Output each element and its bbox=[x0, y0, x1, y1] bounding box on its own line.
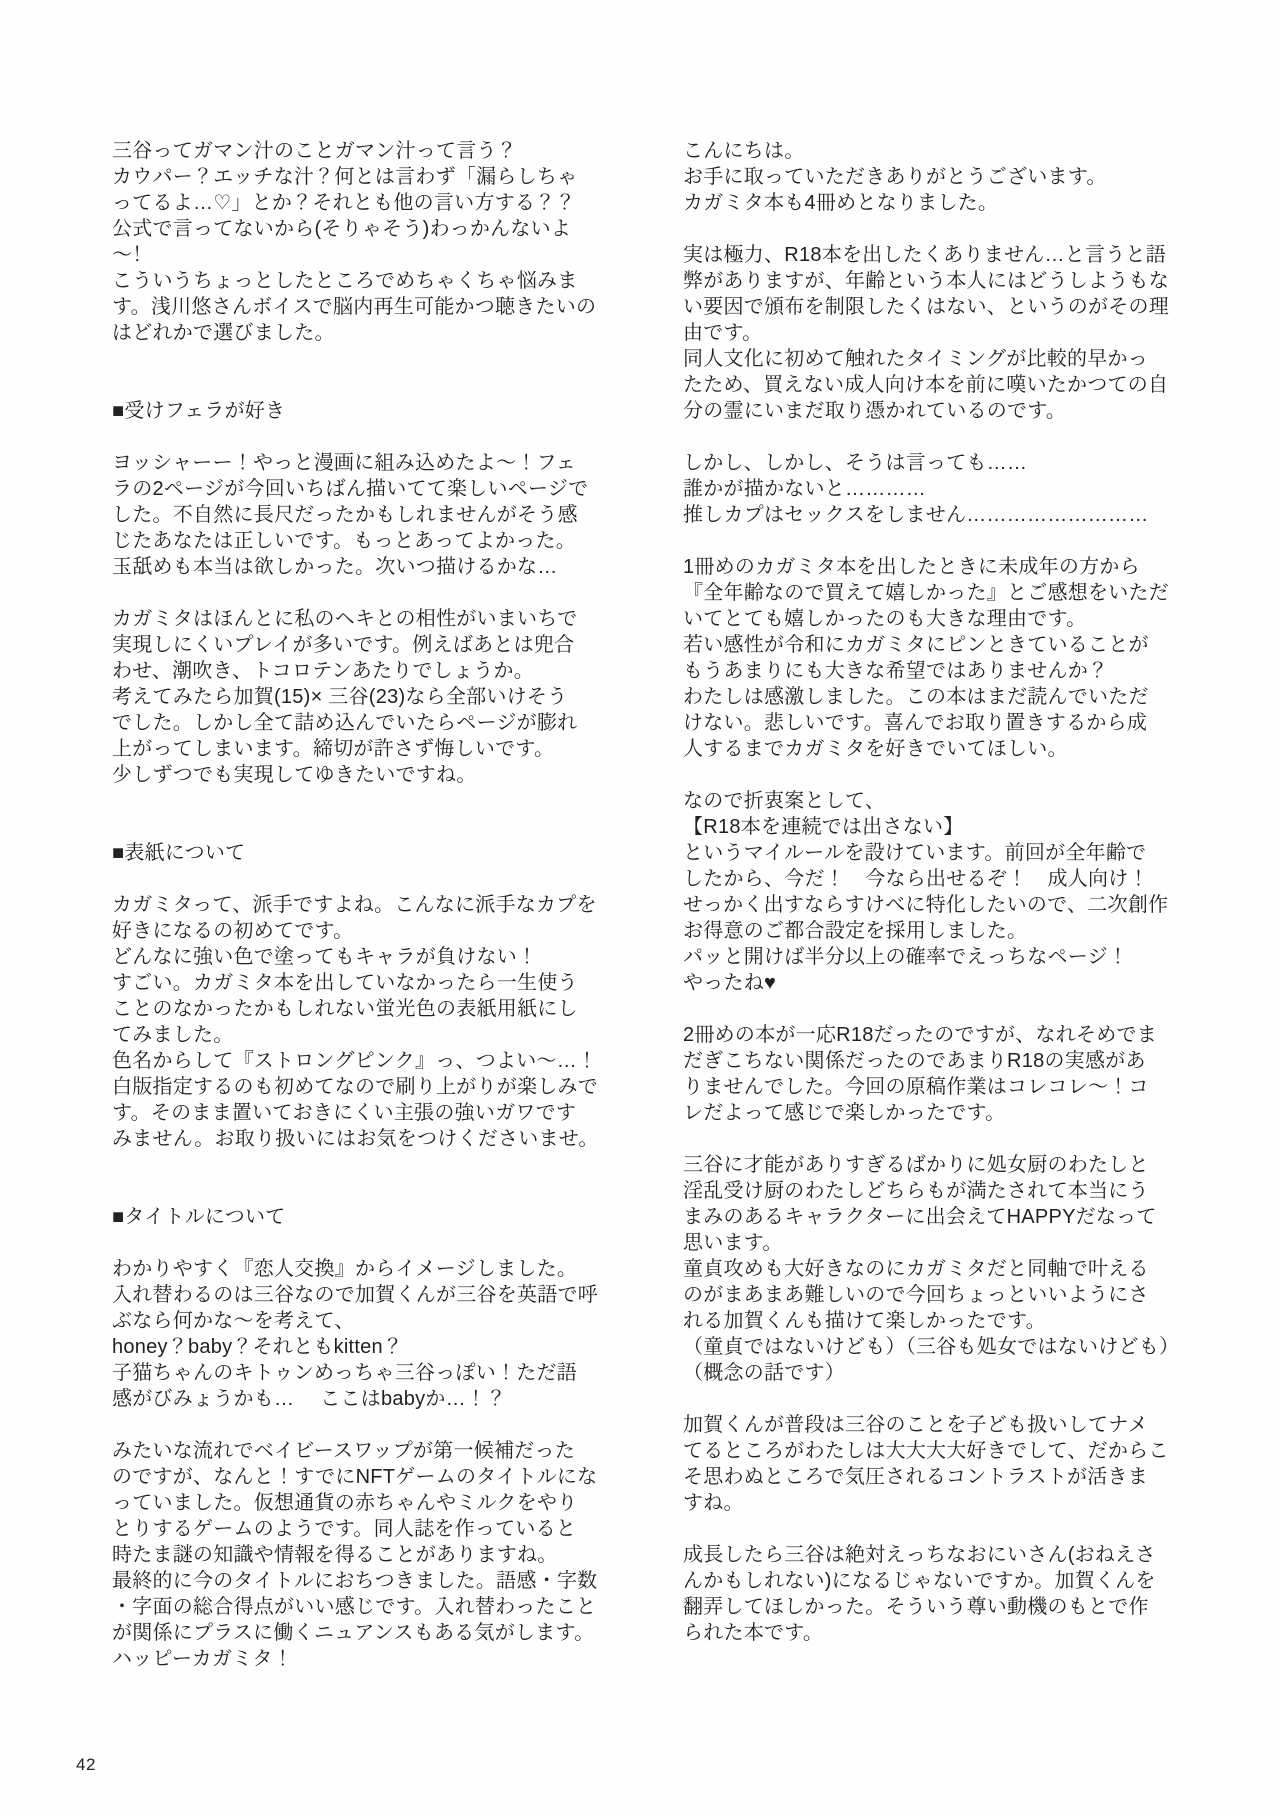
section-heading: ■受けフェラが好き bbox=[112, 400, 286, 422]
text-line: honey？baby？それともkitten？ bbox=[112, 1336, 404, 1358]
blank-line bbox=[112, 424, 652, 450]
text-line: 感がびみょうかも… ここはbabyか…！？ bbox=[112, 1388, 507, 1410]
text-line: 弊がありますが、年齢という本人にはどうしようもな bbox=[683, 270, 1169, 292]
text-line: 公式で言ってないから(そりゃそう)わっかんないよ bbox=[112, 218, 572, 240]
blank-line bbox=[112, 814, 652, 840]
text-line: 入れ替わるのは三谷なので加賀くんが三谷を英語で呼 bbox=[112, 1284, 598, 1306]
text-line: ことのなかったかもしれない蛍光色の表紙用紙にし bbox=[112, 998, 578, 1020]
text-line: 分の霊にいまだ取り憑かれているのです。 bbox=[683, 400, 1067, 422]
text-line: カガミタ本も4冊めとなりました。 bbox=[683, 192, 999, 214]
text-line: 〜！ bbox=[112, 244, 153, 266]
text-line: 誰かが描かないと………… bbox=[683, 478, 926, 500]
text-line: そ思わぬところで気圧されるコントラストが活きま bbox=[683, 1466, 1148, 1488]
text-line: カガミタはほんとに私のヘキとの相性がいまいちで bbox=[112, 608, 578, 630]
section-heading: ■表紙について bbox=[112, 842, 246, 864]
text-line: なので折衷案として、 bbox=[683, 790, 886, 812]
blank-line bbox=[112, 1412, 652, 1438]
blank-line bbox=[683, 996, 1223, 1022]
text-line: 最終的に今のタイトルにおちつきました。語感・字数 bbox=[112, 1570, 598, 1592]
text-line: 由です。 bbox=[683, 322, 763, 344]
text-line: 加賀くんが普段は三谷のことを子ども扱いしてナメ bbox=[683, 1414, 1148, 1436]
text-line: 少しずつでも実現してゆきたいですね。 bbox=[112, 764, 477, 786]
blank-line bbox=[112, 346, 652, 372]
text-line: すね。 bbox=[683, 1492, 744, 1514]
text-line: られた本です。 bbox=[683, 1622, 824, 1644]
text-line: だぎこちない関係だったのであまりR18の実感があ bbox=[683, 1050, 1146, 1072]
blank-line bbox=[112, 372, 652, 398]
text-line: どんなに強い色で塗ってもキャラが負けない！ bbox=[112, 946, 538, 968]
text-line: 推しカプはセックスをしません……………………… bbox=[683, 504, 1149, 526]
text-line: わたしは感激しました。この本はまだ読んでいただ bbox=[683, 686, 1149, 708]
text-line: 実は極力、R18本を出したくありません…と言うと語 bbox=[683, 244, 1166, 266]
text-line: 思います。 bbox=[683, 1232, 783, 1254]
text-line: みません。お取り扱いにはお気をつけくださいませ。 bbox=[112, 1128, 599, 1150]
text-line: ヨッシャーー！やっと漫画に組み込めたよ〜！フェ bbox=[112, 452, 576, 474]
text-line: のですが、なんと！すでにNFTゲームのタイトルにな bbox=[112, 1466, 598, 1488]
text-line: もうあまりにも大きな希望ではありませんか？ bbox=[683, 660, 1109, 682]
text-line: 2冊めの本が一応R18だったのですが、なれそめでま bbox=[683, 1024, 1158, 1046]
text-line: しかし、しかし、そうは言っても…… bbox=[683, 452, 1028, 474]
blank-line bbox=[683, 1126, 1223, 1152]
text-line: 童貞攻めも大好きなのにカガミタだと同軸で叶える bbox=[683, 1258, 1149, 1280]
text-line: 玉舐めも本当は欲しかった。次いつ描けるかな… bbox=[112, 556, 558, 578]
text-line: した。不自然に長尺だったかもしれませんがそう感 bbox=[112, 504, 578, 526]
text-line: お手に取っていただきありがとうございます。 bbox=[683, 166, 1107, 188]
blank-line bbox=[112, 1230, 652, 1256]
text-line: 三谷ってガマン汁のことガマン汁って言う？ bbox=[112, 140, 517, 162]
text-line: みたいな流れでベイビースワップが第一候補だった bbox=[112, 1440, 575, 1462]
text-line: （童貞ではないけども）（三谷も処女ではないけども） bbox=[683, 1336, 1180, 1358]
text-line: 成長したら三谷は絶対えっちなおにいさん(おねえさ bbox=[683, 1544, 1156, 1566]
text-line: はどれかで選びました。 bbox=[112, 322, 335, 344]
page-number: 42 bbox=[76, 1755, 96, 1774]
text-line: が関係にプラスに働くニュアンスもある気がします。 bbox=[112, 1622, 595, 1644]
text-line: お得意のご都合設定を採用しました。 bbox=[683, 920, 1028, 942]
text-line: 上がってしまいます。締切が許さず悔しいです。 bbox=[112, 738, 555, 760]
text-line: したから、今だ！ 今なら出せるぞ！ 成人向け！ bbox=[683, 868, 1149, 890]
text-line: てみました。 bbox=[112, 1024, 234, 1046]
text-line: ってるよ…♡」とか？それとも他の言い方する？？ bbox=[112, 192, 576, 214]
blank-line bbox=[683, 1516, 1223, 1542]
text-line: パッと開けば半分以上の確率でえっちなページ！ bbox=[683, 946, 1129, 968]
text-line: やったね♥ bbox=[683, 972, 777, 994]
text-line: カウパー？エッチな汁？何とは言わず「漏らしちゃ bbox=[112, 166, 578, 188]
text-line: す。浅川悠さんボイスで脳内再生可能かつ聴きたいの bbox=[112, 296, 597, 318]
text-line: っていました。仮想通貨の赤ちゃんやミルクをやり bbox=[112, 1492, 578, 1514]
text-line: 同人文化に初めて触れたタイミングが比較的早かっ bbox=[683, 348, 1148, 370]
text-line: ・字面の総合得点がいい感じです。入れ替わったこと bbox=[112, 1596, 597, 1618]
blank-line bbox=[683, 424, 1223, 450]
left-text-column bbox=[112, 138, 652, 1672]
text-line: 若い感性が令和にカガミタにピンときていることが bbox=[683, 634, 1149, 656]
text-line: 淫乱受け厨のわたしどちらもが満たされて本当にう bbox=[683, 1180, 1149, 1202]
text-line: 三谷に才能がありすぎるばかりに処女厨のわたしと bbox=[683, 1154, 1149, 1176]
text-line: りませんでした。今回の原稿作業はコレコレ〜！コ bbox=[683, 1076, 1149, 1098]
text-line: ラの2ページが今回いちばん描いてて楽しいページで bbox=[112, 478, 589, 500]
blank-line bbox=[112, 788, 652, 814]
blank-line bbox=[683, 762, 1223, 788]
text-line: 子猫ちゃんのキトゥンめっちゃ三谷っぽい！ただ語 bbox=[112, 1362, 578, 1384]
text-line: カガミタって、派手ですよね。こんなに派手なカプを bbox=[112, 894, 597, 916]
text-line: い要因で頒布を制限したくはない、というのがその理 bbox=[683, 296, 1169, 318]
text-line: でした。しかし全て詰め込んでいたらページが膨れ bbox=[112, 712, 578, 734]
text-line: 『全年齢なので買えて嬉しかった』とご感想をいただ bbox=[683, 582, 1169, 604]
text-line: 白版指定するのも初めてなので刷り上がりが楽しみで bbox=[112, 1076, 598, 1098]
text-line: こういうちょっとしたところでめちゃくちゃ悩みま bbox=[112, 270, 578, 292]
right-text-column bbox=[683, 138, 1223, 1646]
text-line: 実現しにくいプレイが多いです。例えばあとは兜合 bbox=[112, 634, 575, 656]
text-line: じたあなたは正しいです。もっとあってよかった。 bbox=[112, 530, 576, 552]
text-line: 人するまでカガミタを好きでいてほしい。 bbox=[683, 738, 1068, 760]
text-line: こんにちは。 bbox=[683, 140, 805, 162]
text-line: というマイルールを設けています。前回が全年齢で bbox=[683, 842, 1147, 864]
text-line: んかもしれない)になるじゃないですか。加賀くんを bbox=[683, 1570, 1156, 1592]
text-line: たため、買えない成人向け本を前に嘆いたかつての自 bbox=[683, 374, 1169, 396]
text-line: ハッピーカガミタ！ bbox=[112, 1648, 294, 1670]
text-line: わかりやすく『恋人交換』からイメージしました。 bbox=[112, 1258, 578, 1280]
section-heading: ■タイトルについて bbox=[112, 1206, 286, 1228]
text-line: 時たま謎の知識や情報を得ることがありますね。 bbox=[112, 1544, 558, 1566]
text-line: す。そのまま置いておきにくい主張の強いガワです bbox=[112, 1102, 577, 1124]
text-line: 翻弄してほしかった。そういう尊い動機のもとで作 bbox=[683, 1596, 1149, 1618]
text-line: てるところがわたしは大大大大好きでして、だからこ bbox=[683, 1440, 1169, 1462]
text-line: 好きになるの初めてです。 bbox=[112, 920, 354, 942]
text-line: とりするゲームのようです。同人誌を作っていると bbox=[112, 1518, 577, 1540]
blank-line bbox=[112, 866, 652, 892]
text-line: れる加賀くんも描けて楽しかったです。 bbox=[683, 1310, 1046, 1332]
text-line: レだよって感じで楽しかったです。 bbox=[683, 1102, 1006, 1124]
text-line: 考えてみたら加賀(15)× 三谷(23)なら全部いけそう bbox=[112, 686, 568, 708]
text-line: （概念の話です） bbox=[683, 1362, 845, 1384]
blank-line bbox=[112, 580, 652, 606]
text-line: まみのあるキャラクターに出会えてHAPPYだなって bbox=[683, 1206, 1157, 1228]
blank-line bbox=[683, 216, 1223, 242]
text-line: けない。悲しいです。喜んでお取り置きするから成 bbox=[683, 712, 1148, 734]
text-line: すごい。カガミタ本を出していなかったら一生使う bbox=[112, 972, 578, 994]
blank-line bbox=[112, 1152, 652, 1178]
text-line: 色名からして『ストロングピンク』っ、つよい〜…！ bbox=[112, 1050, 598, 1072]
blank-line bbox=[112, 1178, 652, 1204]
text-line: のがまあまあ難しいので今回ちょっといいようにさ bbox=[683, 1284, 1149, 1306]
text-line: わせ、潮吹き、トコロテンあたりでしょうか。 bbox=[112, 660, 535, 682]
blank-line bbox=[683, 1386, 1223, 1412]
text-line: せっかく出すならすけべに特化したいので、二次創作 bbox=[683, 894, 1169, 916]
text-line: 1冊めのカガミタ本を出したときに未成年の方から bbox=[683, 556, 1140, 578]
text-line: ぶなら何かな〜を考えて、 bbox=[112, 1310, 355, 1332]
text-line: 【R18本を連続では出さない】 bbox=[683, 816, 964, 838]
text-line: いてとても嬉しかったのも大きな理由です。 bbox=[683, 608, 1087, 630]
blank-line bbox=[683, 528, 1223, 554]
